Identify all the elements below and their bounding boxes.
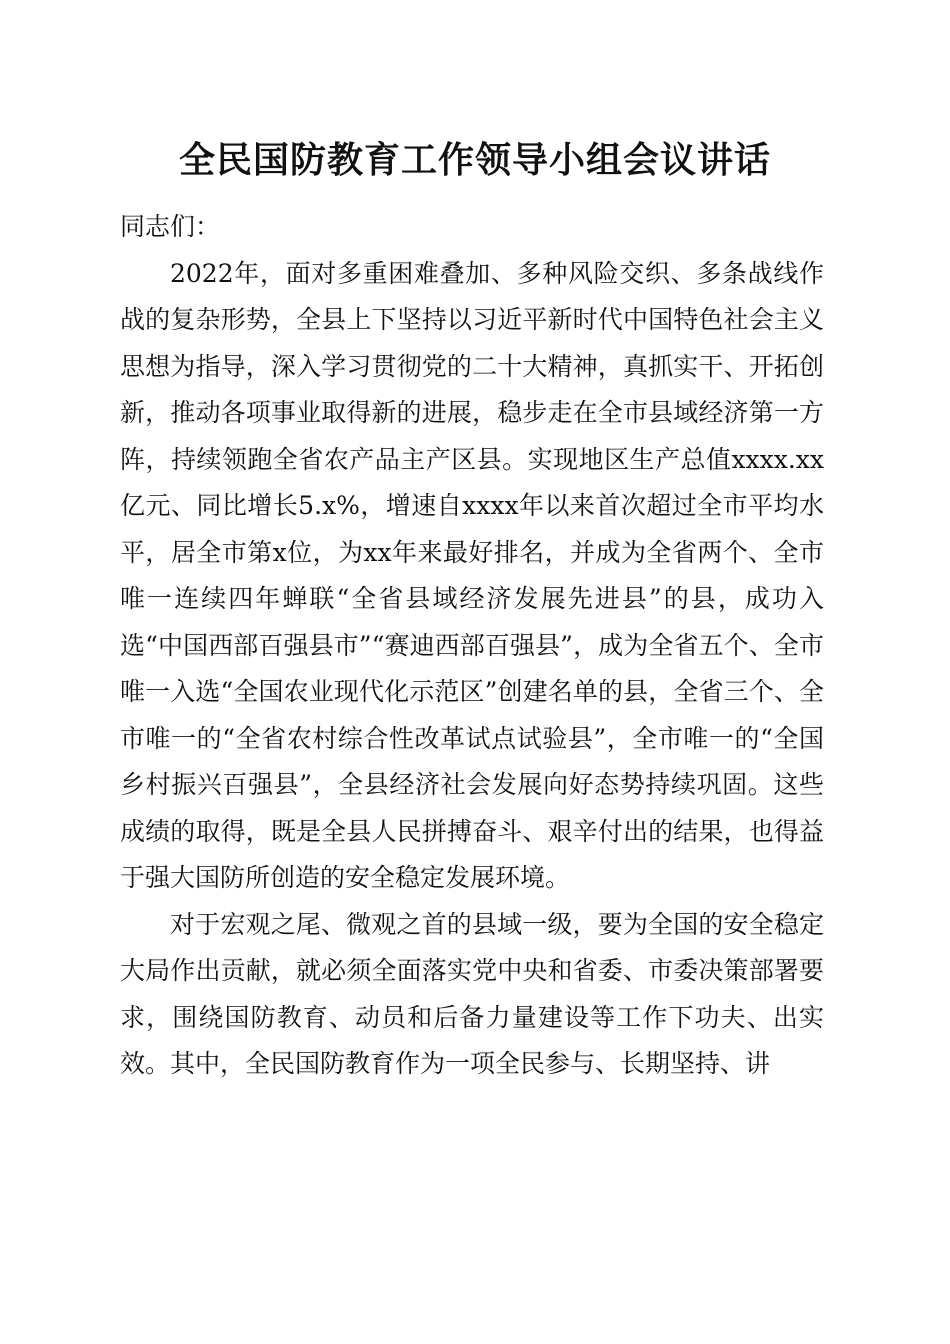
paragraph-2: 对于宏观之尾、微观之首的县域一级，要为全国的安全稳定大局作出贡献，就必须全面落实党中央和省委、市委决策部署要求，围绕国防教育、动员和后备力量建设等工作下功夫、出实效。其中，全民国防教育作为一项全民参与、长期坚持、讲 bbox=[120, 909, 824, 1078]
document-body bbox=[120, 204, 824, 1088]
document-title: 全民国防教育工作领导小组会议讲话 bbox=[178, 139, 771, 181]
paragraph-1: 2022年，面对多重困难叠加、多种风险交织、多条战线作战的复杂形势，全县上下坚持以习近平新时代中国特色社会主义思想为指导，深入学习贯彻党的二十大精神，真抓实干、开拓创新，推动各项事业取得新的进展，稳步走在全市县域经济第一方阵，持续领跑全省农产品主产区县。实现地区生产总值xxxx.xx亿元、同比增长5.x%，增速自xxxx年以来首次超过全市平均水平，居全市第x位，为xx年来最好排名，并成为全省两个、全市唯一连续四年蝉联“全省县域经济发展先进县”的县，成功入选“中国西部百强县市”“赛迪西部百强县”，成为全省五个、全市唯一入选“全国农业现代化示范区”创建名单的县，全省三个、全市唯一的“全省农村综合性改革试点试验县”，全市唯一的“全国乡村振兴百强县”，全县经济社会发展向好态势持续巩固。这些成绩的取得，既是全县人民拼搏奋斗、艰辛付出的结果，也得益于强大国防所创造的安全稳定发展环境。 bbox=[120, 258, 824, 892]
salutation: 同志们： bbox=[120, 212, 221, 241]
